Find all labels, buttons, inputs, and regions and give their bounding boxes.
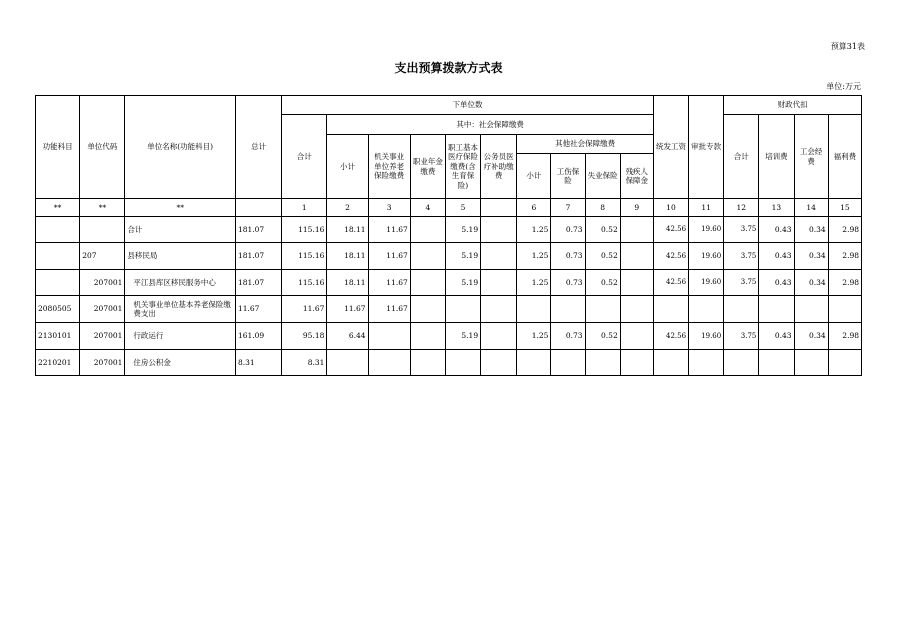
table-cell: 42.56: [653, 243, 688, 270]
table-cell: 11.67: [327, 296, 368, 323]
table-cell: [481, 296, 517, 323]
table-cell: 11.67: [235, 296, 281, 323]
table-cell: 6.44: [327, 323, 368, 350]
table-cell: 3.75: [724, 270, 759, 296]
budget-table: [35, 95, 862, 376]
table-cell: 207001: [80, 350, 125, 376]
table-cell: 0.43: [759, 323, 794, 350]
table-cell: 0.43: [759, 270, 794, 296]
table-cell: [481, 243, 517, 270]
table-number-label: 预算31表: [830, 42, 865, 51]
table-row: [36, 323, 862, 350]
table-cell: [653, 350, 688, 376]
table-cell: 0.34: [794, 323, 828, 350]
table-cell: 11.67: [368, 296, 410, 323]
table-cell: 2.98: [828, 243, 861, 270]
table-cell: 0.34: [794, 217, 828, 243]
table-row: [36, 350, 862, 376]
header-total: 总计: [235, 96, 281, 199]
index-cell: 3: [368, 199, 410, 217]
header-social-security: 其中：社会保障缴费: [327, 115, 654, 135]
header-training: 培训费: [759, 115, 794, 199]
table-cell: 1.25: [517, 243, 551, 270]
table-cell: [517, 350, 551, 376]
table-cell: 住房公积金: [125, 350, 236, 376]
table-cell: [689, 296, 724, 323]
table-cell: 0.73: [551, 270, 585, 296]
table-cell: [368, 323, 410, 350]
table-cell: [410, 243, 445, 270]
page-title: 支出预算拨款方式表: [394, 61, 503, 75]
index-cell: 4: [410, 199, 445, 217]
header-other-small: 小计: [517, 154, 551, 199]
table-cell: [80, 217, 125, 243]
index-cell: 14: [794, 199, 828, 217]
header-fiscal-total: 合计: [724, 115, 759, 199]
table-cell: 2.98: [828, 217, 861, 243]
table-cell: [585, 350, 620, 376]
table-cell: 0.52: [585, 270, 620, 296]
table-cell: [759, 350, 794, 376]
table-cell: [689, 350, 724, 376]
table-cell: 115.16: [282, 270, 327, 296]
index-cell: 6: [517, 199, 551, 217]
header-unit-code: 单位代码: [80, 96, 125, 199]
table-cell: 207001: [80, 270, 125, 296]
table-cell: [368, 350, 410, 376]
header-medical: 职工基本医疗保险缴费(含生育保险): [445, 135, 480, 199]
header-fiscal-withhold: 财政代扣: [724, 96, 862, 115]
index-cell: [235, 199, 281, 217]
header-func-subject: 功能科目: [36, 96, 80, 199]
table-cell: [481, 217, 517, 243]
table-row: [36, 296, 862, 323]
table-cell: [620, 323, 653, 350]
table-cell: 8.31: [282, 350, 327, 376]
index-cell: 1: [282, 199, 327, 217]
table-cell: 1.25: [517, 270, 551, 296]
unit-label: 单位:万元: [826, 82, 861, 91]
table-cell: [551, 350, 585, 376]
table-cell: 42.56: [653, 270, 688, 296]
table-cell: [620, 217, 653, 243]
table-cell: [410, 270, 445, 296]
index-cell: 8: [585, 199, 620, 217]
table-cell: 11.67: [282, 296, 327, 323]
header-civil-medical: 公务员医疗补助缴费: [481, 135, 517, 199]
table-cell: [327, 350, 368, 376]
table-cell: [620, 350, 653, 376]
index-cell: 10: [653, 199, 688, 217]
table-cell: 95.18: [282, 323, 327, 350]
table-cell: 11.67: [368, 270, 410, 296]
table-cell: [36, 243, 80, 270]
table-cell: 181.07: [235, 270, 281, 296]
index-cell: 9: [620, 199, 653, 217]
table-cell: [620, 243, 653, 270]
table-cell: 19.60: [689, 270, 724, 296]
table-cell: 合计: [125, 217, 236, 243]
header-other-social: 其他社会保障缴费: [517, 135, 654, 154]
header-welfare: 福利费: [828, 115, 861, 199]
table-cell: 平江县库区移民服务中心: [125, 270, 236, 296]
table-cell: 2.98: [828, 323, 861, 350]
table-cell: 207: [80, 243, 125, 270]
table-cell: 0.43: [759, 243, 794, 270]
table-cell: [620, 296, 653, 323]
header-lower-units: 下单位数: [282, 96, 654, 115]
table-cell: 2080505: [36, 296, 80, 323]
table-cell: 207001: [80, 296, 125, 323]
table-cell: [445, 296, 480, 323]
table-cell: 115.16: [282, 243, 327, 270]
table-cell: 42.56: [653, 217, 688, 243]
table-cell: 0.73: [551, 217, 585, 243]
table-cell: 2210201: [36, 350, 80, 376]
index-row: [36, 199, 862, 217]
table-cell: 18.11: [327, 217, 368, 243]
table-cell: 5.19: [445, 323, 480, 350]
header-injury: 工伤保险: [551, 154, 585, 199]
table-cell: 5.19: [445, 243, 480, 270]
index-cell: **: [125, 199, 236, 217]
table-cell: 0.43: [759, 217, 794, 243]
table-cell: [759, 296, 794, 323]
index-cell: 7: [551, 199, 585, 217]
table-cell: 19.60: [689, 323, 724, 350]
table-cell: 3.75: [724, 217, 759, 243]
index-cell: 5: [445, 199, 480, 217]
table-cell: 5.19: [445, 217, 480, 243]
table-cell: [36, 270, 80, 296]
index-cell: **: [36, 199, 80, 217]
table-cell: 19.60: [689, 243, 724, 270]
index-cell: 13: [759, 199, 794, 217]
header-subtotal: 合计: [282, 115, 327, 199]
table-cell: 18.11: [327, 270, 368, 296]
table-cell: [724, 350, 759, 376]
table-cell: [410, 323, 445, 350]
table-cell: 行政运行: [125, 323, 236, 350]
table-cell: [410, 296, 445, 323]
table-cell: [36, 217, 80, 243]
table-cell: 19.60: [689, 217, 724, 243]
table-cell: [410, 217, 445, 243]
table-cell: 8.31: [235, 350, 281, 376]
table-cell: [445, 350, 480, 376]
table-cell: 3.75: [724, 243, 759, 270]
table-cell: [653, 296, 688, 323]
header-approved-special: 审批专款: [689, 96, 724, 199]
table-cell: [481, 350, 517, 376]
header-pension: 机关事业单位养老保险缴费: [368, 135, 410, 199]
table-cell: [551, 296, 585, 323]
table-cell: [828, 350, 861, 376]
table-cell: [481, 270, 517, 296]
header-unemployment: 失业保险: [585, 154, 620, 199]
index-cell: 12: [724, 199, 759, 217]
index-cell: **: [80, 199, 125, 217]
index-cell: 15: [828, 199, 861, 217]
index-cell: 11: [689, 199, 724, 217]
table-cell: [794, 350, 828, 376]
table-cell: 3.75: [724, 323, 759, 350]
table-cell: 1.25: [517, 323, 551, 350]
table-cell: 5.19: [445, 270, 480, 296]
table-cell: 0.52: [585, 217, 620, 243]
table-cell: 县移民局: [125, 243, 236, 270]
table-cell: [620, 270, 653, 296]
table-cell: 0.73: [551, 323, 585, 350]
table-cell: 2130101: [36, 323, 80, 350]
header-unified-salary: 统发工资: [653, 96, 688, 199]
table-cell: [724, 296, 759, 323]
table-cell: [828, 296, 861, 323]
table-row: [36, 243, 862, 270]
table-cell: 42.56: [653, 323, 688, 350]
table-cell: 181.07: [235, 243, 281, 270]
header-disability: 残疾人保障金: [620, 154, 653, 199]
index-cell: 2: [327, 199, 368, 217]
index-cell: [481, 199, 517, 217]
table-cell: 11.67: [368, 243, 410, 270]
table-cell: [585, 296, 620, 323]
table-cell: [517, 296, 551, 323]
table-cell: 207001: [80, 323, 125, 350]
table-cell: 181.07: [235, 217, 281, 243]
header-union: 工会经费: [794, 115, 828, 199]
table-row: [36, 270, 862, 296]
table-cell: [481, 323, 517, 350]
table-cell: 2.98: [828, 270, 861, 296]
header-annuity: 职业年金缴费: [410, 135, 445, 199]
table-cell: [410, 350, 445, 376]
table-cell: [794, 296, 828, 323]
table-cell: 18.11: [327, 243, 368, 270]
header-unit-name: 单位名称(功能科目): [125, 96, 236, 199]
table-cell: 1.25: [517, 217, 551, 243]
table-cell: 0.73: [551, 243, 585, 270]
table-cell: 机关事业单位基本养老保险缴费支出: [125, 296, 236, 323]
table-cell: 0.34: [794, 243, 828, 270]
table-cell: 0.34: [794, 270, 828, 296]
table-cell: 0.52: [585, 243, 620, 270]
table-row: [36, 217, 862, 243]
header-small-total: 小计: [327, 135, 368, 199]
table-cell: 0.52: [585, 323, 620, 350]
table-cell: 115.16: [282, 217, 327, 243]
table-cell: 161.09: [235, 323, 281, 350]
table-cell: 11.67: [368, 217, 410, 243]
